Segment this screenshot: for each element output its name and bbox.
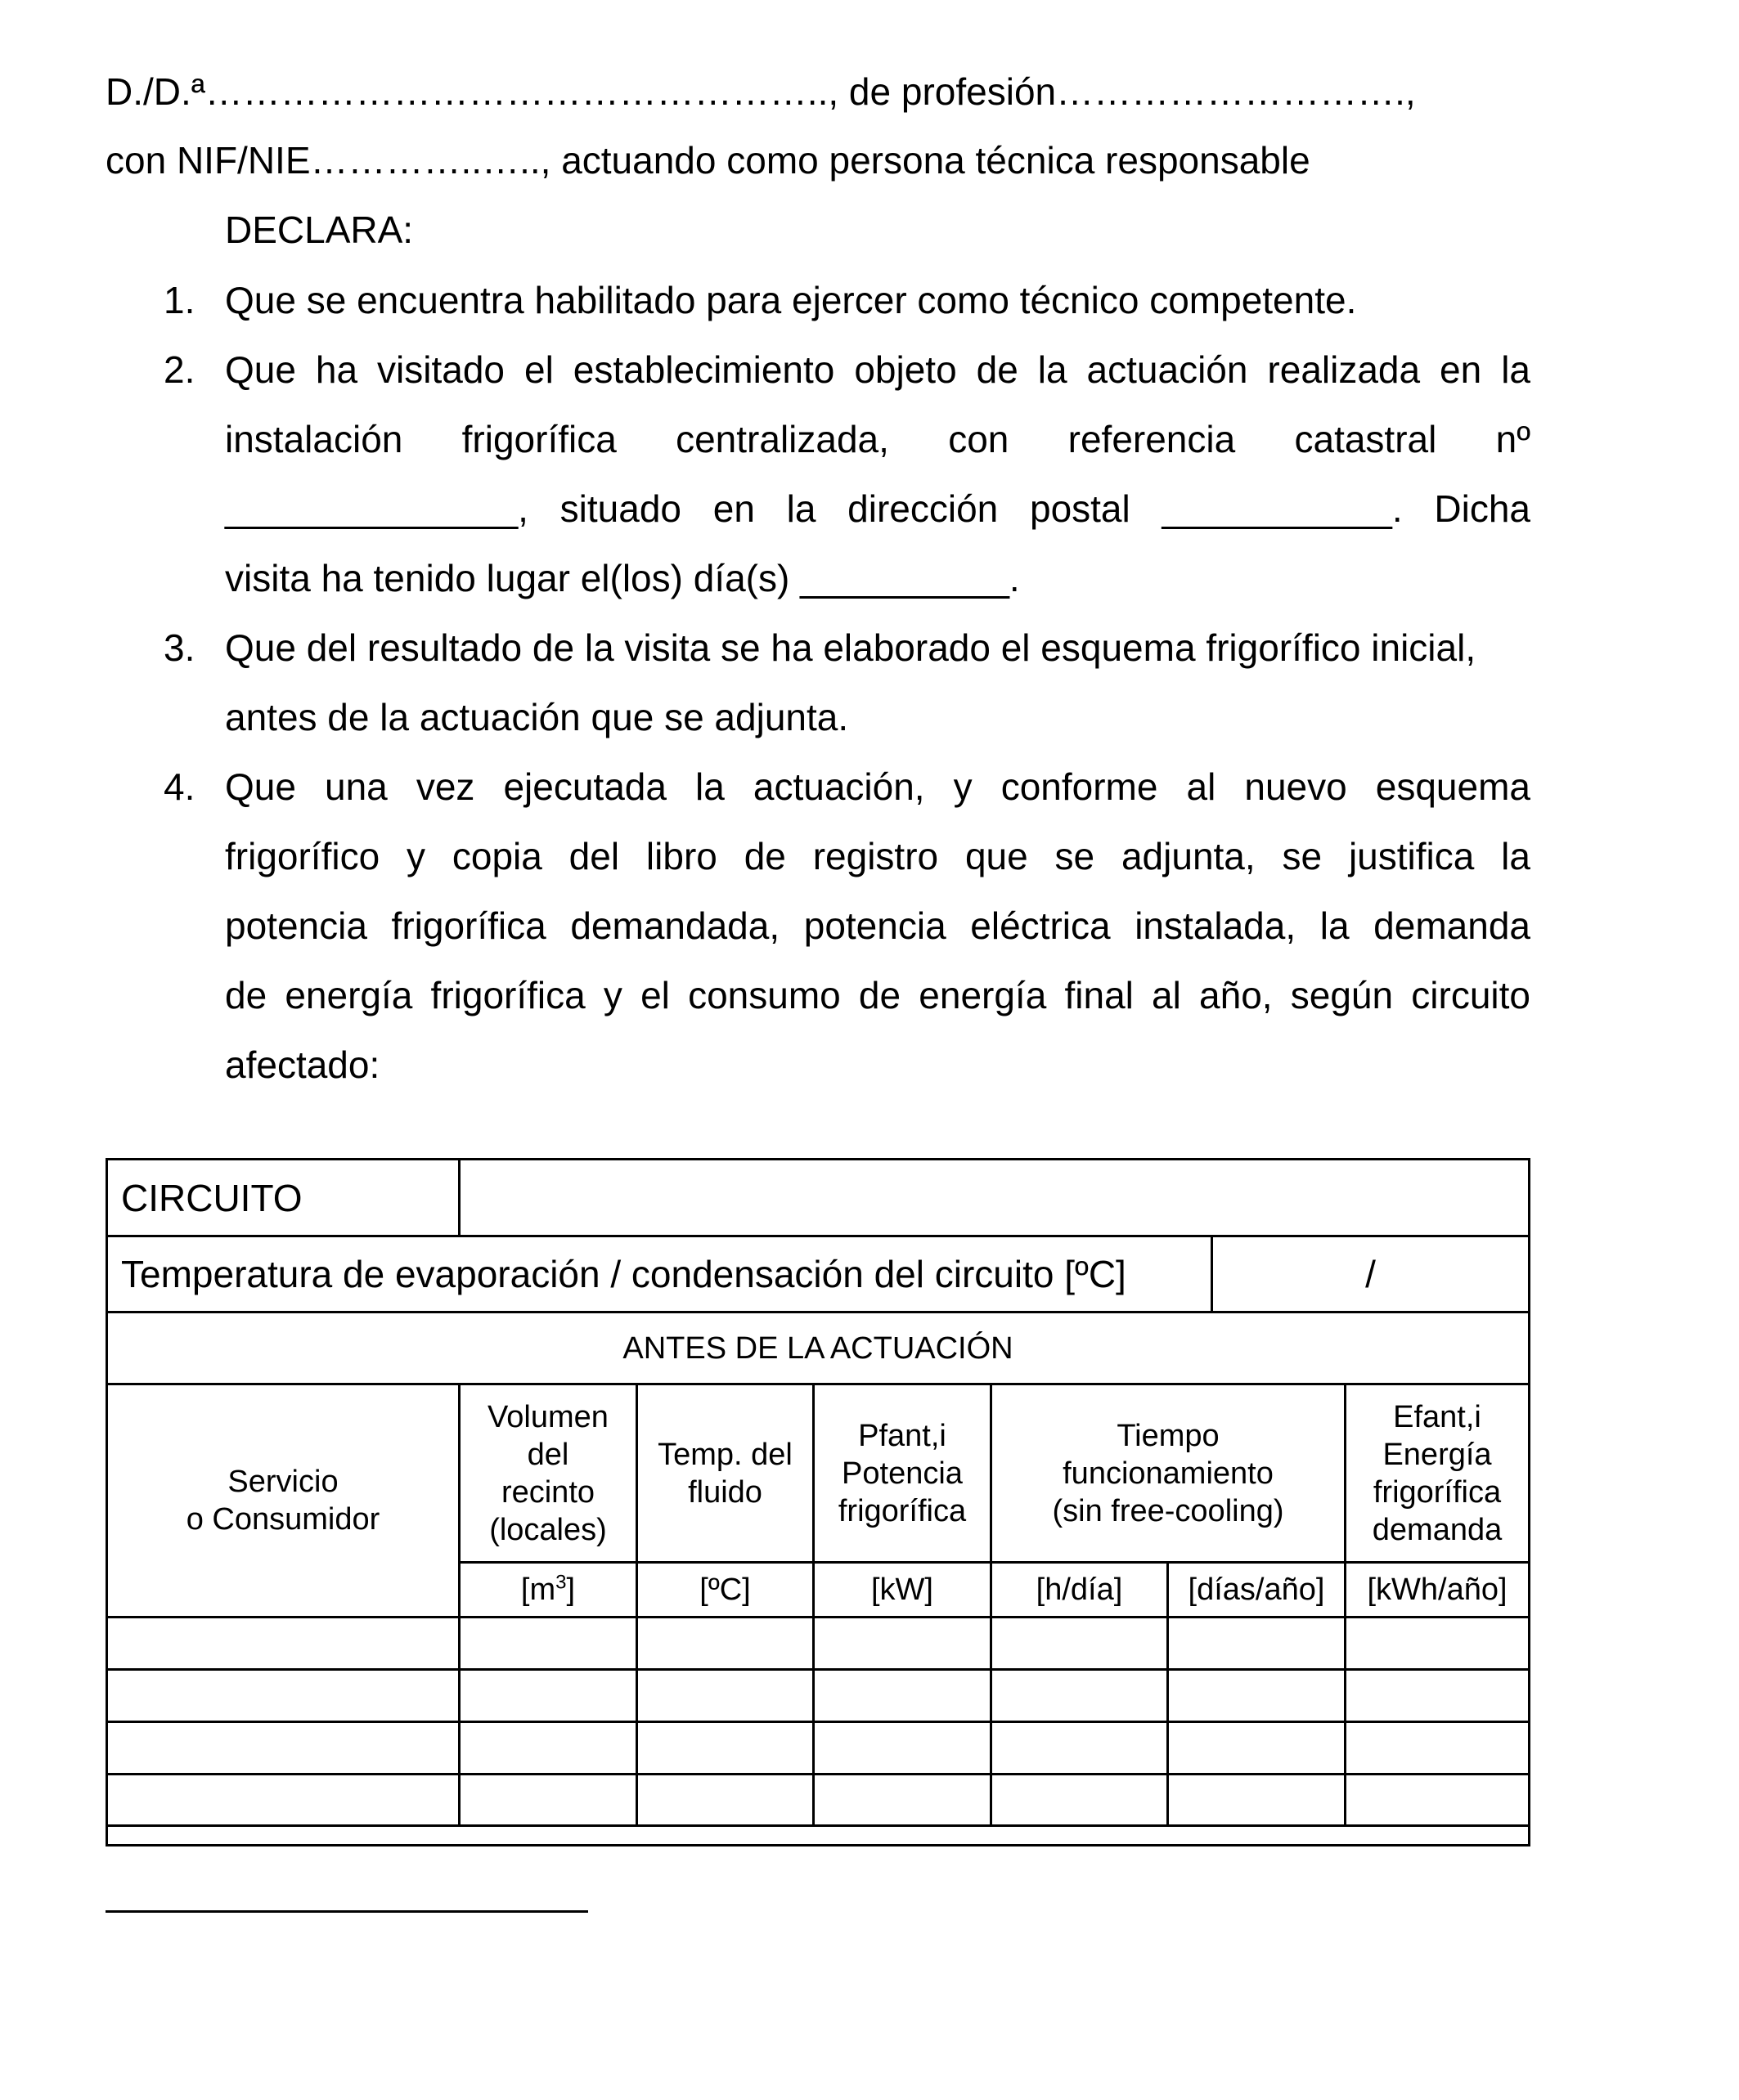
table-cell[interactable] [815,1723,990,1773]
table-cell[interactable] [638,1723,812,1773]
table-cell[interactable] [461,1618,636,1668]
temp-circuit-label: Temperatura de evaporación / condensación del circuito [ºC] [121,1253,1126,1295]
table-cell[interactable] [1169,1775,1344,1824]
item-2-line: Que ha visitado el establecimiento objeto de la actuación realizada en la [225,348,1530,391]
item-3-line: antes de la actuación que se adjunta. [225,696,849,738]
unit-dias: [días/año] [1188,1573,1325,1607]
item-4-line: de energía frigorífica y el consumo de energía final al año, según circuito [225,974,1530,1016]
item-4-line: potencia frigorífica demandada, potencia eléctrica instalada, la demanda [225,904,1530,947]
table-cell[interactable] [638,1618,812,1668]
profession-field[interactable]: ………………………., [1056,70,1416,113]
temp-circuit-value-field[interactable]: / [1365,1253,1376,1295]
nif-line: con NIF/NIE…………..….., actuando como persona técnica responsable [106,139,1310,182]
item-1-line: Que se encuentra habilitado para ejercer como técnico competente. [225,279,1357,321]
item-2-line: ______________, situado en la dirección postal ___________. Dicha [225,487,1530,530]
energy-table [106,1158,1530,1846]
table-cell[interactable] [992,1723,1166,1773]
item-4-line: Que una vez ejecutada la actuación, y conforme al nuevo esquema [225,765,1530,808]
item-2-line: instalación frigorífica centralizada, con referencia catastral nº [225,418,1530,460]
item-3-line: Que del resultado de la visita se ha elaborado el esquema frigorífico inicial, [225,626,1476,669]
col-header-energia: Efant,i Energía frigorífica demanda [1372,1399,1503,1547]
col-header-servicio: Servicio o Consumidor [186,1465,380,1537]
table-cell[interactable] [815,1671,990,1721]
table-cell[interactable] [1169,1723,1344,1773]
signature-line [106,1910,588,1913]
unit-potencia: [kW] [871,1573,933,1607]
circuito-value-field[interactable] [461,1160,1528,1235]
declara-heading: DECLARA: [225,209,414,251]
table-cell[interactable] [815,1775,990,1824]
profession-label: , de profesión [828,70,1057,113]
item-number: 4. [164,765,195,808]
unit-temp: [ºC] [699,1573,751,1607]
table-cell[interactable] [992,1671,1166,1721]
table-cell[interactable] [108,1671,458,1721]
unit-energia: [kWh/año] [1367,1573,1508,1607]
name-field[interactable]: D./D.ª………………………………………….. [106,70,829,113]
table-cell[interactable] [108,1618,458,1668]
table-cell[interactable] [992,1775,1166,1824]
table-cell[interactable] [992,1618,1166,1668]
table-cell[interactable] [1169,1618,1344,1668]
item-4-line: afectado: [225,1043,380,1086]
table-cell[interactable] [461,1775,636,1824]
item-number: 2. [164,348,195,391]
table-cell[interactable] [1169,1671,1344,1721]
unit-horas: [h/día] [1036,1573,1123,1607]
table-cell[interactable] [638,1775,812,1824]
name-profession-line [106,69,1416,114]
item-2-line: visita ha tenido lugar el(los) día(s) __________. [225,557,1020,599]
table-cell[interactable] [461,1723,636,1773]
col-header-potencia: Pfant,i Potencia frigorífica [838,1418,967,1528]
section-title: ANTES DE LA ACTUACIÓN [622,1330,1013,1366]
table-cell[interactable] [1346,1671,1528,1721]
table-cell[interactable] [815,1618,990,1668]
table-cell[interactable] [1346,1618,1528,1668]
table-cell[interactable] [108,1723,458,1773]
col-header-tiempo: Tiempo funcionamiento (sin free-cooling) [1052,1418,1284,1528]
table-cell[interactable] [1346,1775,1528,1824]
table-cell[interactable] [108,1775,458,1824]
table-cell[interactable] [461,1671,636,1721]
table-cell[interactable] [638,1671,812,1721]
item-number: 1. [164,279,195,321]
col-header-temp-fluido: Temp. del fluido [658,1437,793,1510]
item-4-line: frigorífico y copia del libro de registro que se adjunta, se justifica la [225,835,1530,877]
unit-volumen: $[m^3]$ [520,1571,576,1607]
item-number: 3. [164,626,195,669]
col-header-volumen: Volumen del recinto (locales) [488,1399,609,1547]
circuito-label: CIRCUITO [121,1176,303,1219]
table-cell[interactable] [1346,1723,1528,1773]
